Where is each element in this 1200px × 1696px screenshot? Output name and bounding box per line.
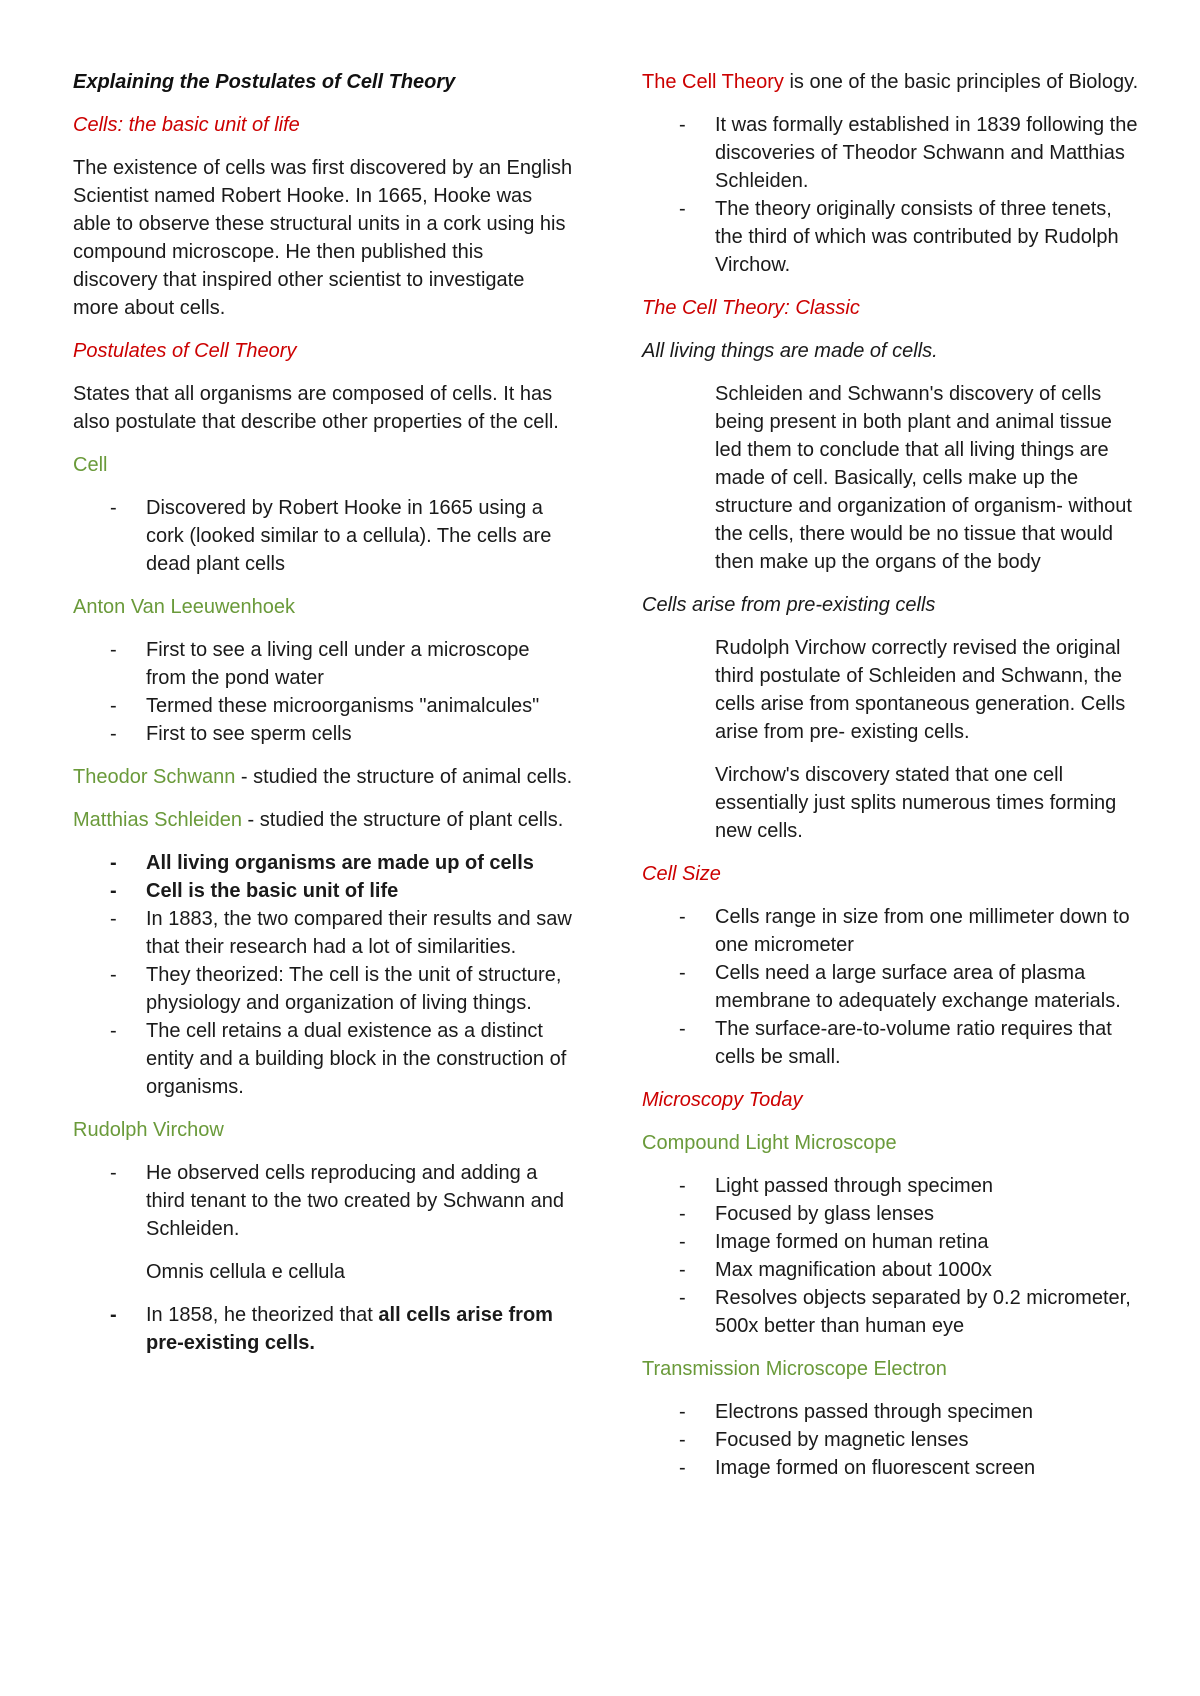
size-list	[642, 903, 1142, 1071]
heading-postulates: Postulates of Cell Theory	[73, 340, 297, 362]
paragraph-virchow-1: Rudolph Virchow correctly revised the original third postulate of Schleiden and Schwann, the cells arise from spontaneous generation. Cells arise from pre- existing cells.	[715, 637, 1126, 743]
list-item: - Termed these microorganisms "animalcules"	[110, 695, 540, 717]
list-item: - Discovered by Robert Hooke in 1665 using a cork (looked similar to a cellula). The cells are dead plant cells	[110, 497, 552, 575]
list-item: - In 1883, the two compared their results and saw that their research had a lot of similarities.	[110, 908, 572, 958]
compound-list	[642, 1172, 1142, 1340]
list-item: - He observed cells reproducing and adding a third tenant to the two created by Schwann and Schleiden.	[110, 1162, 565, 1240]
list-item: - Light passed through specimen	[679, 1175, 993, 1197]
virchow-list	[73, 1159, 573, 1243]
list-item: - First to see sperm cells	[110, 723, 352, 745]
list-item: - First to see a living cell under a microscope from the pond water	[110, 639, 530, 689]
heading-cell-size: Cell Size	[642, 863, 721, 885]
paragraph-virchow-2: Virchow's discovery stated that one cell essentially just splits numerous times forming new cells.	[715, 764, 1117, 842]
heading-tem: Transmission Microscope Electron	[642, 1358, 947, 1380]
paragraph-schleiden: Matthias Schleiden - studied the structure of plant cells.	[73, 809, 564, 831]
heading-virchow: Rudolph Virchow	[73, 1119, 224, 1141]
paragraph-schleiden-schwann: Schleiden and Schwann's discovery of cells being present in both plant and animal tissue led them to conclude that all living things are made of cell. Basically, cells make up the structure and organization of organism- without the cells, there would be no tissue that would then make up the organs of the body	[715, 383, 1132, 573]
list-item: - All living organisms are made up of cells	[110, 852, 534, 874]
right-column	[642, 68, 1142, 1497]
paragraph-intro: The Cell Theory is one of the basic principles of Biology.	[642, 71, 1139, 93]
list-item: - The cell retains a dual existence as a distinct entity and a building block in the construction of organisms.	[110, 1020, 567, 1098]
list-item: - Max magnification about 1000x	[679, 1259, 992, 1281]
tem-list	[642, 1398, 1142, 1482]
cell-list	[73, 494, 573, 578]
list-item: - The theory originally consists of three tenets, the third of which was contributed by Rudolph Virchow.	[679, 198, 1119, 276]
document-title: Explaining the Postulates of Cell Theory	[73, 71, 456, 93]
paragraph-schwann: Theodor Schwann - studied the structure of animal cells.	[73, 766, 573, 788]
heading-leeuwenhoek: Anton Van Leeuwenhoek	[73, 596, 296, 618]
heading-classic: The Cell Theory: Classic	[642, 297, 860, 319]
list-item: - Resolves objects separated by 0.2 micrometer, 500x better than human eye	[679, 1287, 1131, 1337]
list-item: - Focused by glass lenses	[679, 1203, 935, 1225]
omnis-text: Omnis cellula e cellula	[146, 1261, 345, 1283]
schleiden-name: Matthias Schleiden	[73, 809, 242, 831]
list-item: - Cells range in size from one millimeter down to one micrometer	[679, 906, 1130, 956]
list-item: - Image formed on fluorescent screen	[679, 1457, 1036, 1479]
paragraph-existence: The existence of cells was first discovered by an English Scientist named Robert Hooke. In 1665, Hooke was able to observe these structural units in a cork using his compound microscope. He then published this discovery that inspired other scientist to investigate more about cells.	[73, 157, 573, 319]
left-column	[73, 68, 573, 1372]
heading-basic-unit: Cells: the basic unit of life	[73, 114, 300, 136]
postulate-list	[73, 849, 573, 1101]
subheading-all-living: All living things are made of cells.	[642, 340, 938, 362]
list-item: - Electrons passed through specimen	[679, 1401, 1033, 1423]
list-item: - In 1858, he theorized that all cells arise from pre-existing cells.	[110, 1304, 553, 1354]
leeuwenhoek-list	[73, 636, 573, 748]
intro-highlight: The Cell Theory	[642, 71, 784, 93]
list-item: - Focused by magnetic lenses	[679, 1429, 969, 1451]
paragraph-states: States that all organisms are composed of cells. It has also postulate that describe other properties of the cell.	[73, 383, 559, 433]
intro-list	[642, 111, 1142, 279]
list-item: - Cells need a large surface area of plasma membrane to adequately exchange materials.	[679, 962, 1121, 1012]
heading-cell: Cell	[73, 454, 108, 476]
heading-microscopy: Microscopy Today	[642, 1089, 803, 1111]
schwann-name: Theodor Schwann	[73, 766, 236, 788]
virchow-list-2	[73, 1301, 573, 1357]
list-item: - It was formally established in 1839 following the discoveries of Theodor Schwann and Matthias Schleiden.	[679, 114, 1138, 192]
list-item: - They theorized: The cell is the unit of structure, physiology and organization of living things.	[110, 964, 562, 1014]
subheading-arise: Cells arise from pre-existing cells	[642, 594, 936, 616]
list-item: - Cell is the basic unit of life	[110, 880, 399, 902]
heading-compound: Compound Light Microscope	[642, 1132, 897, 1154]
list-item: - The surface-are-to-volume ratio requires that cells be small.	[679, 1018, 1112, 1068]
list-item: - Image formed on human retina	[679, 1231, 989, 1253]
